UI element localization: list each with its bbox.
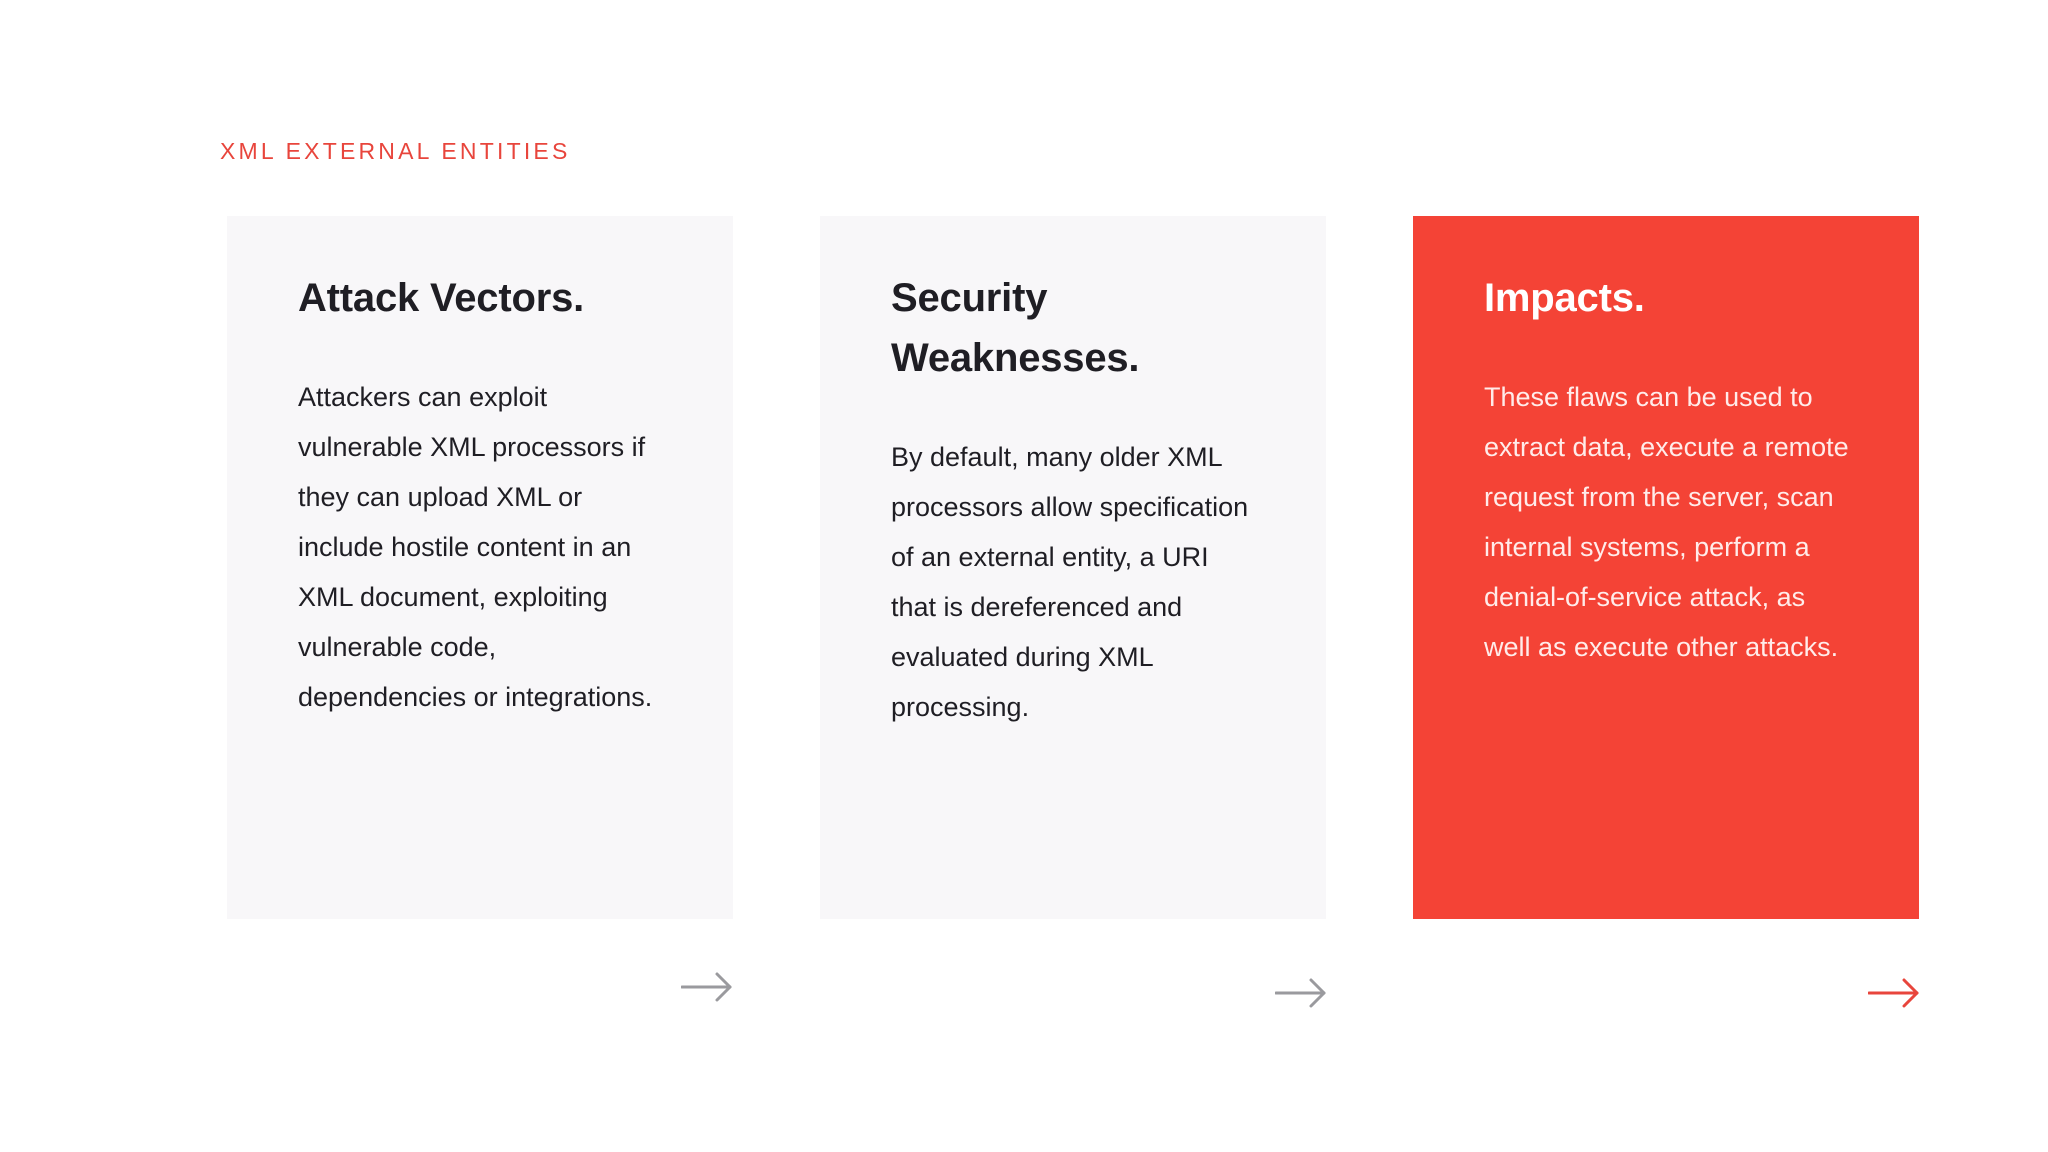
card-security-weaknesses xyxy=(820,216,1326,919)
card-body: Attackers can exploit vulnerable XML processors if they can upload XML or include hostile content in an XML document, exploiting vulnerable code, dependencies or integrations. xyxy=(298,382,653,712)
card-title: Security Weaknesses. xyxy=(891,276,1140,380)
arrow-right-icon[interactable] xyxy=(681,971,733,1003)
card-attack-vectors xyxy=(227,216,733,919)
arrow-right-icon[interactable] xyxy=(1868,977,1920,1009)
card-title: Impacts. xyxy=(1484,276,1645,320)
arrow-right-icon[interactable] xyxy=(1275,977,1327,1009)
card-impacts xyxy=(1413,216,1919,919)
card-title: Attack Vectors. xyxy=(298,276,585,320)
card-body: These flaws can be used to extract data, execute a remote request from the server, scan internal systems, perform a denial-of-service attack, as well as execute other attacks. xyxy=(1484,382,1849,662)
section-label: XML EXTERNAL ENTITIES xyxy=(220,138,571,164)
card-body: By default, many older XML processors allow specification of an external entity, a URI that is dereferenced and evaluated during XML processing. xyxy=(891,442,1249,722)
